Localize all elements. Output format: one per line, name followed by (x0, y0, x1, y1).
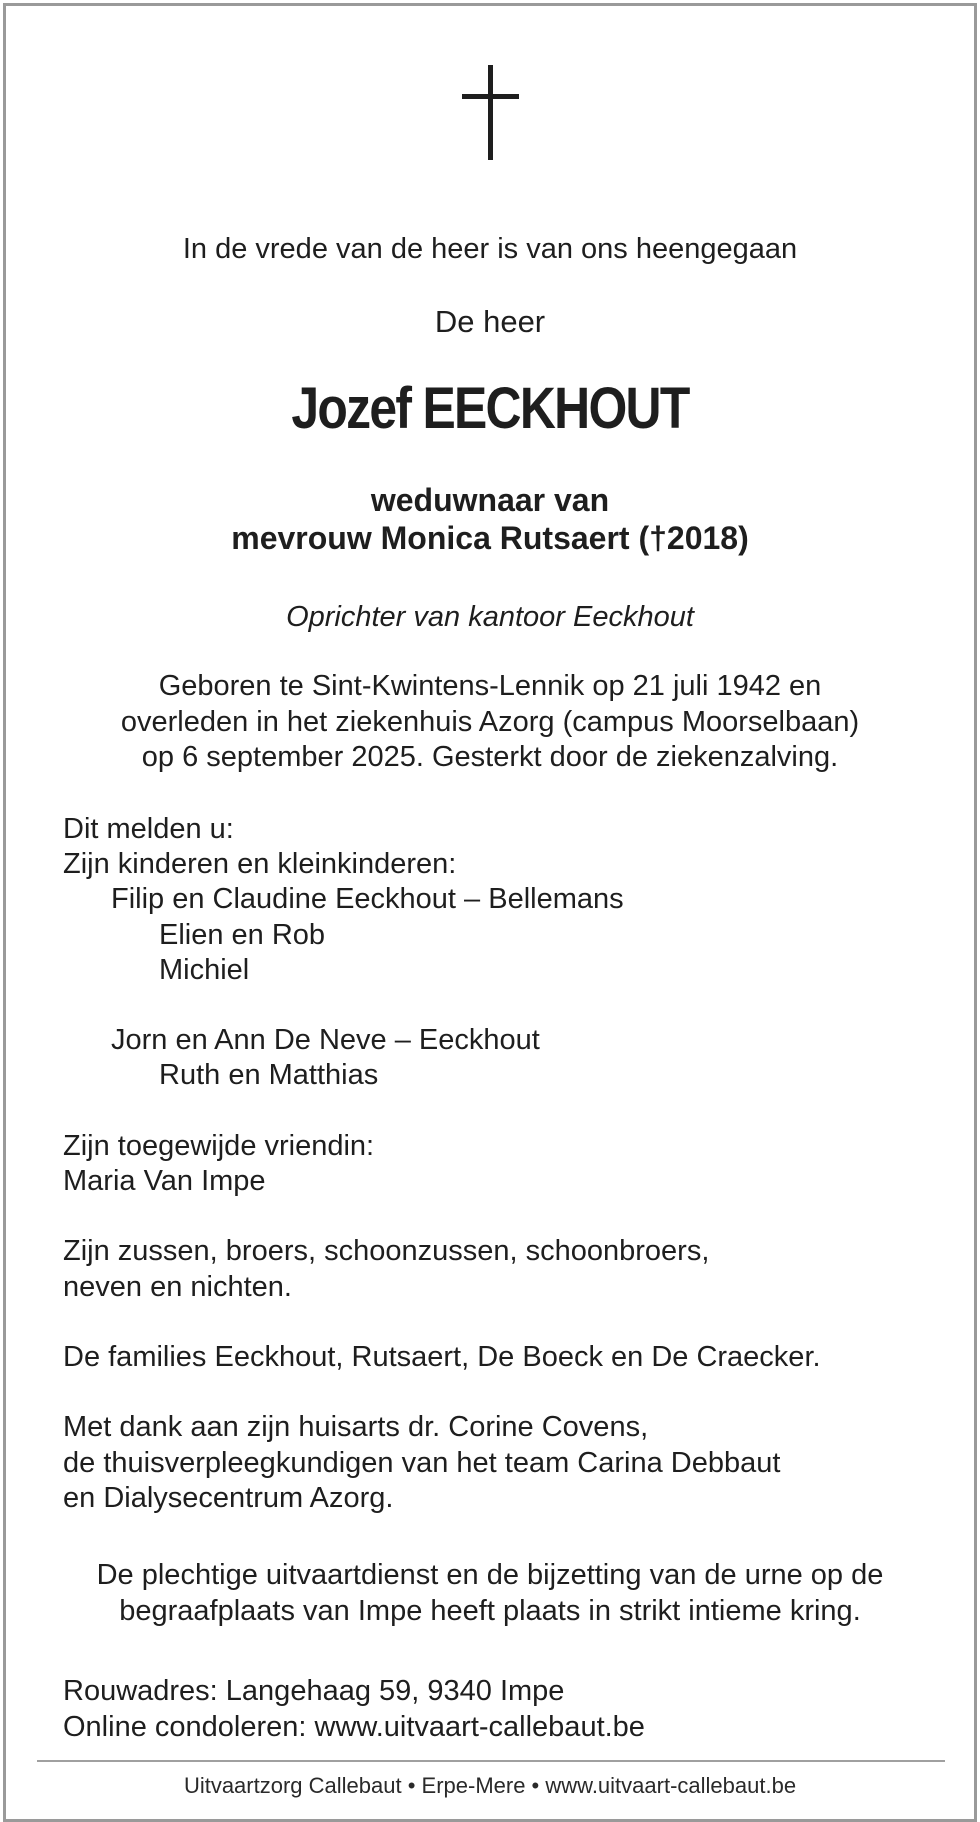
founder-role: Oprichter van kantoor Eeckhout (286, 601, 694, 633)
family-list (63, 812, 821, 1516)
thanks-line: de thuisverpleegkundigen van het team Carina Debbaut (63, 1446, 781, 1479)
service-line: begraafplaats van Impe heeft plaats in strikt intieme kring. (119, 1594, 861, 1627)
friend-name: Maria Van Impe (63, 1165, 266, 1197)
service-line: De plechtige uitvaartdienst en de bijzetting van de urne op de (96, 1559, 884, 1591)
thanks-line: Met dank aan zijn huisarts dr. Corine Covens, (63, 1411, 649, 1444)
born-line: op 6 september 2025. Gesterkt door de ziekenzalving. (141, 741, 839, 773)
funeral-service-info (6, 1558, 974, 1629)
thanks-line: en Dialysecentrum Azorg. (63, 1481, 394, 1514)
siblings-line: Zijn zussen, broers, schoonzussen, schoonbroers, (63, 1235, 710, 1268)
footer-divider (37, 1760, 945, 1762)
born-line: Geboren te Sint-Kwintens-Lennik op 21 juli 1942 en (158, 670, 822, 702)
child-family-2: Jorn en Ann De Neve – Eeckhout (111, 1024, 540, 1057)
online-condolences: Online condoleren: www.uitvaart-callebaut.be (63, 1710, 645, 1743)
siblings-line: neven en nichten. (63, 1270, 292, 1303)
mourning-address: Rouwadres: Langehaag 59, 9340 Impe (63, 1675, 565, 1707)
widower-line-1: weduwnaar van (370, 482, 610, 518)
funeral-home-footer: Uitvaartzorg Callebaut • Erpe-Mere • www.uitvaart-callebaut.be (183, 1773, 797, 1798)
families-line: De families Eeckhout, Rutsaert, De Boeck en De Craecker. (63, 1340, 821, 1373)
birth-death-details (6, 669, 974, 776)
announcement-intro: Dit melden u: (63, 813, 234, 845)
children-heading: Zijn kinderen en kleinkinderen: (63, 848, 457, 881)
obituary-card (3, 3, 977, 1822)
grandchild: Michiel (159, 953, 250, 986)
born-line: overleden in het ziekenhuis Azorg (campus Moorselbaan) (120, 705, 860, 738)
honorific: De heer (434, 304, 546, 339)
grandchild: Elien en Rob (159, 918, 326, 951)
intro-text: In de vrede van de heer is van ons heengegaan (182, 233, 798, 265)
deceased-name: Jozef EECKHOUT (291, 376, 689, 441)
contact-info (63, 1674, 645, 1745)
child-family-1: Filip en Claudine Eeckhout – Bellemans (111, 883, 624, 916)
widower-of (6, 481, 974, 557)
friend-heading: Zijn toegewijde vriendin: (63, 1129, 375, 1162)
grandchild: Ruth en Matthias (159, 1059, 379, 1092)
widower-line-2: mevrouw Monica Rutsaert (†2018) (231, 520, 749, 556)
